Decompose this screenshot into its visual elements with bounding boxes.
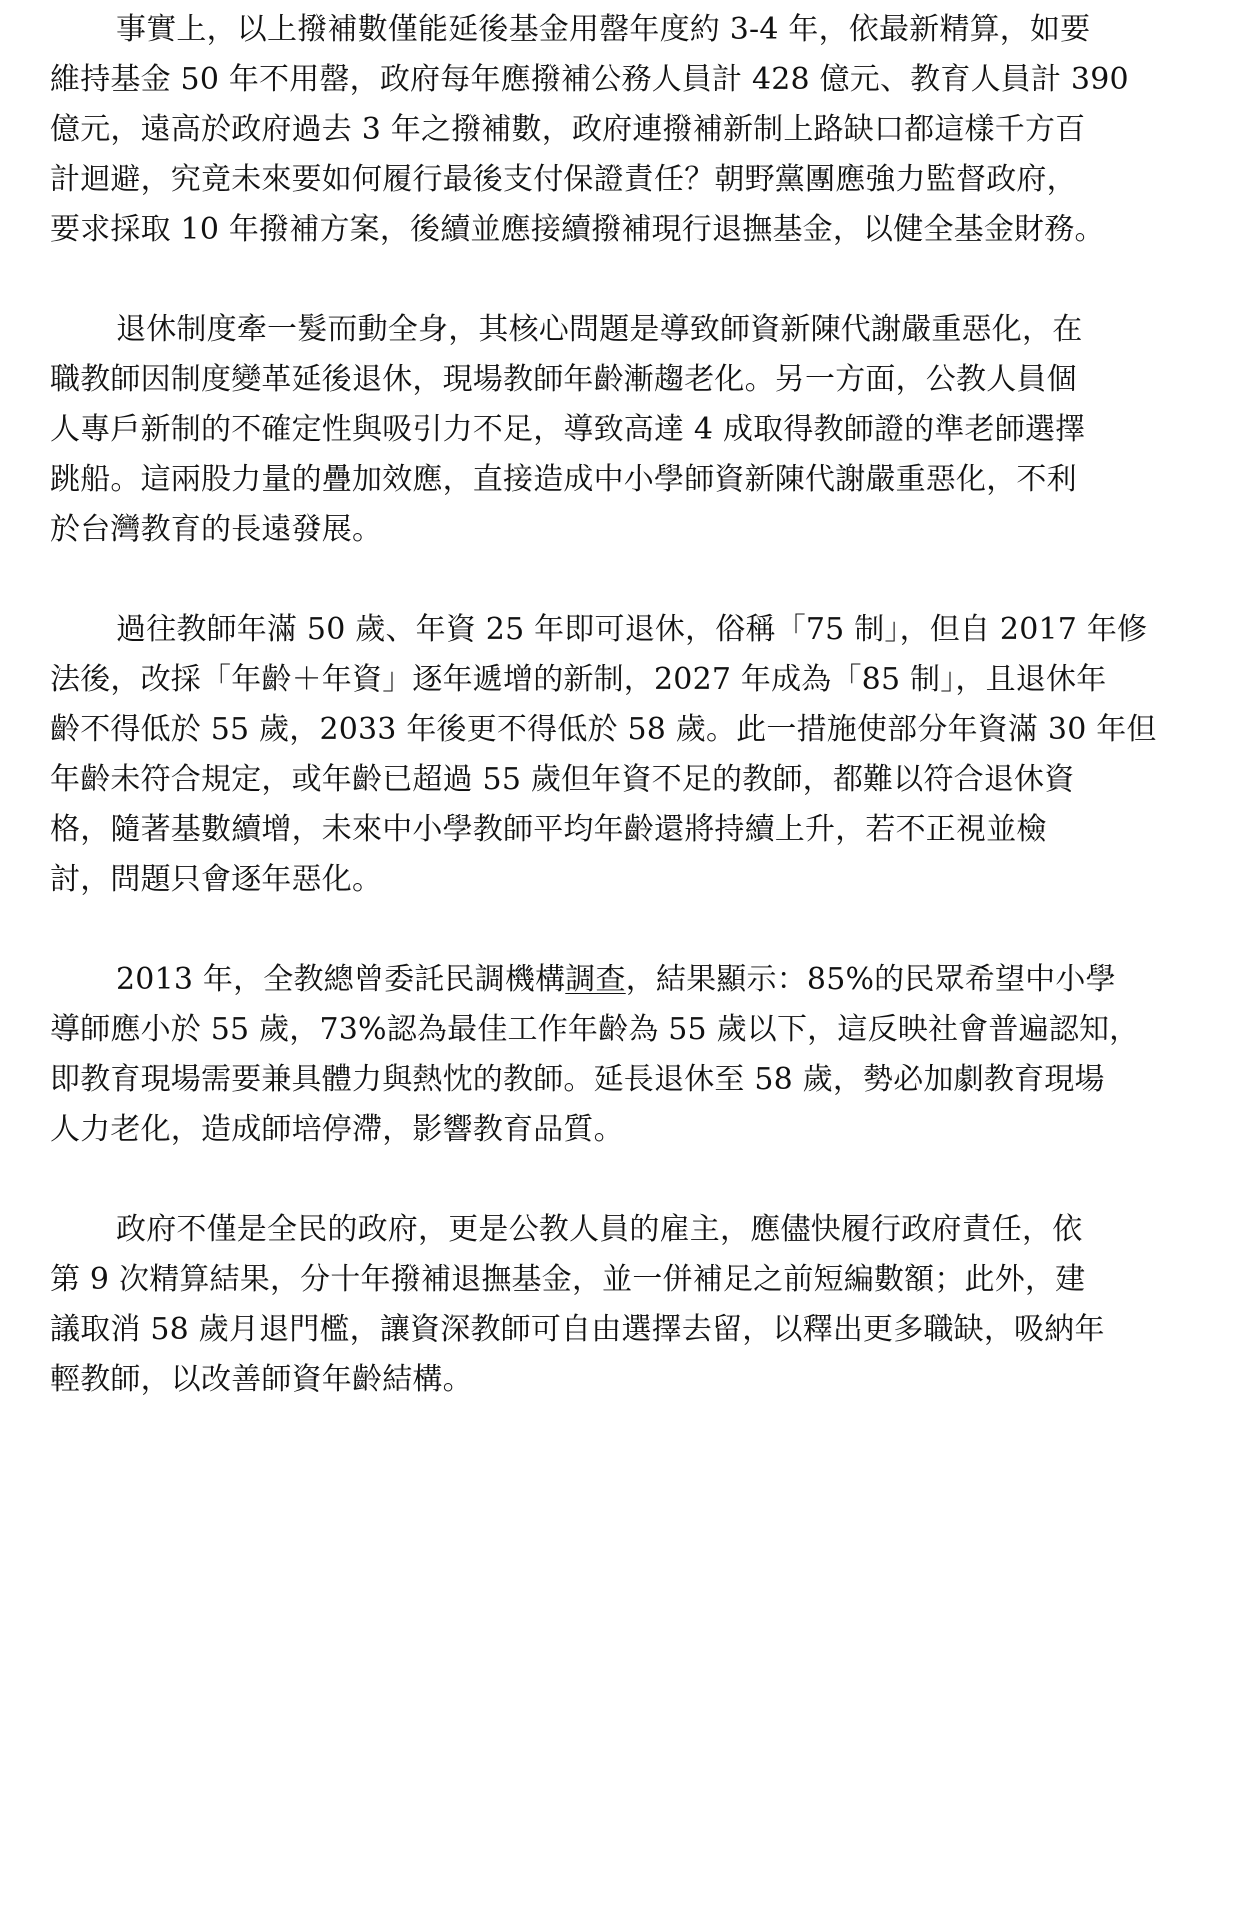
text-line: 輕教師，以改善師資年齡結構。 [50, 1362, 473, 1397]
text-line [116, 962, 1116, 998]
text-line: 退休制度牽一髮而動全身，其核心問題是導致師資新陳代謝嚴重惡化，在 [116, 312, 1083, 347]
text-line: 過往教師年滿 50 歲、年資 25 年即可退休，俗稱「75 制」，但自 2017 年修 [116, 612, 1148, 647]
text-line: 政府不僅是全民的政府，更是公教人員的雇主，應儘快履行政府責任，依 [116, 1212, 1083, 1247]
text-line: 議取消 58 歲月退門檻，讓資深教師可自由選擇去留，以釋出更多職缺，吸納年 [50, 1312, 1105, 1347]
text-line: 人力老化，造成師培停滯，影響教育品質。 [50, 1112, 624, 1147]
text-line: 法後，改採「年齡＋年資」逐年遞增的新制，2027 年成為「85 制」，且退休年 [50, 662, 1107, 697]
text-line: 年齡未符合規定，或年齡已超過 55 歲但年資不足的教師，都難以符合退休資 [50, 762, 1075, 797]
text-line: 維持基金 50 年不用罄，政府每年應撥補公務人員計 428 億元、教育人員計 390 [50, 62, 1129, 97]
text-line: 人專戶新制的不確定性與吸引力不足，導致高達 4 成取得教師證的準老師選擇 [50, 412, 1086, 447]
text-line: 要求採取 10 年撥補方案，後續並應接續撥補現行退撫基金，以健全基金財務。 [50, 212, 1105, 247]
text-segment: 2013 年，全教總曾委託民調機構 [116, 962, 566, 997]
text-line: 計迴避，究竟未來要如何履行最後支付保證責任？朝野黨團應強力監督政府， [50, 162, 1077, 197]
text-line: 即教育現場需要兼具體力與熱忱的教師。延長退休至 58 歲，勢必加劇教育現場 [50, 1062, 1105, 1097]
text-line: 職教師因制度變革延後退休，現場教師年齡漸趨老化。另一方面，公教人員個 [50, 362, 1077, 397]
text-line: 跳船。這兩股力量的疊加效應，直接造成中小學師資新陳代謝嚴重惡化，不利 [50, 462, 1077, 497]
text-segment: ，結果顯示：85%的民眾希望中小學 [625, 962, 1116, 997]
text-line: 第 9 次精算結果，分十年撥補退撫基金，並一併補足之前短編數額；此外，建 [50, 1262, 1086, 1297]
text-line: 格，隨著基數續增，未來中小學教師平均年齡還將持續上升，若不正視並檢 [50, 812, 1047, 847]
text-line: 事實上，以上撥補數僅能延後基金用罄年度約 3-4 年，依最新精算，如要 [116, 12, 1091, 47]
text-line: 億元，遠高於政府過去 3 年之撥補數，政府連撥補新制上路缺口都這樣千方百 [50, 112, 1086, 147]
text-line: 於台灣教育的長遠發展。 [50, 512, 383, 547]
text-line: 齡不得低於 55 歲，2033 年後更不得低於 58 歲。此一措施使部分年資滿 30 年但 [50, 712, 1157, 747]
text-line: 導師應小於 55 歲，73%認為最佳工作年齡為 55 歲以下，這反映社會普遍認知， [50, 1012, 1140, 1047]
text-line: 討，問題只會逐年惡化。 [50, 862, 383, 897]
survey-link[interactable]: 調查 [565, 962, 626, 997]
